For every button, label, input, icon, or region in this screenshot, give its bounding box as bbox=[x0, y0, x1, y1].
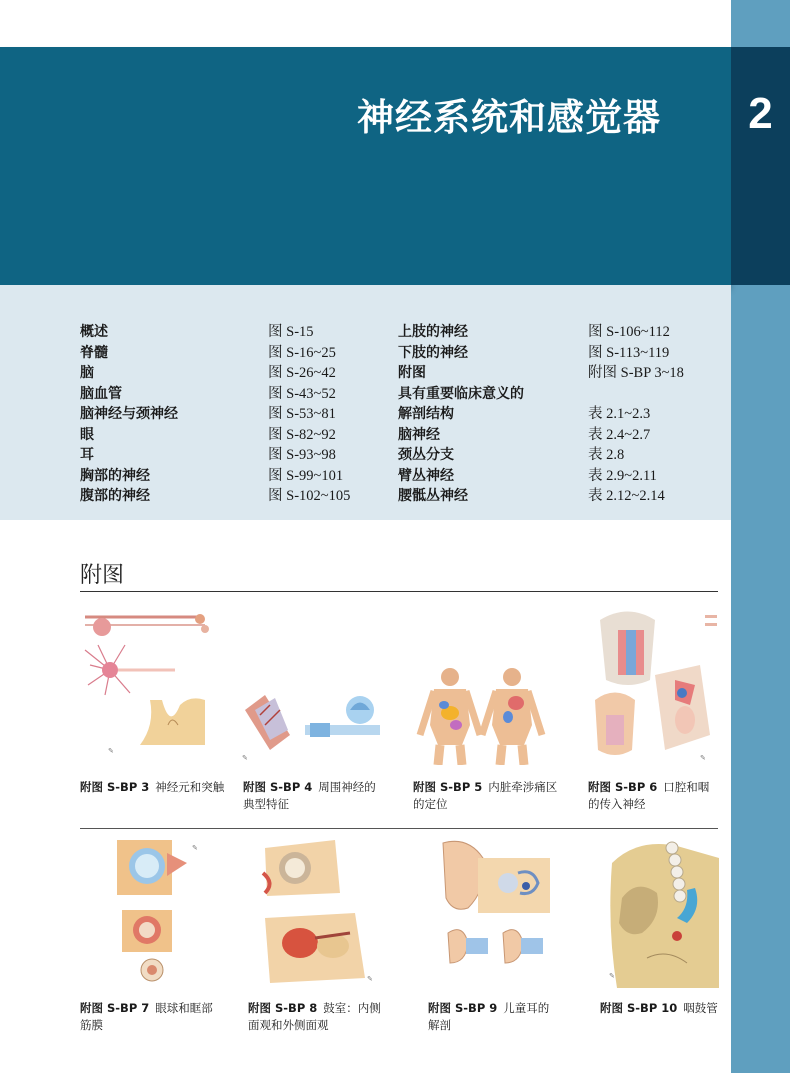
toc-ref: 图 S-15 bbox=[268, 324, 314, 340]
svg-text:✎: ✎ bbox=[192, 844, 198, 852]
plate-title-continued: 解剖 bbox=[428, 1018, 451, 1032]
plate-caption bbox=[248, 1000, 413, 1034]
svg-text:✎: ✎ bbox=[609, 972, 615, 980]
plate-id: 附图 S-BP 8 bbox=[248, 1001, 318, 1015]
toc-label: 颈丛分支 bbox=[398, 447, 454, 463]
plate-thumbnail-oral-pharynx[interactable] bbox=[590, 605, 720, 765]
chapter-banner bbox=[0, 47, 731, 285]
chapter-contents bbox=[0, 285, 731, 520]
plate-caption bbox=[600, 1000, 725, 1017]
svg-text:✎: ✎ bbox=[700, 754, 706, 762]
plate-thumbnail-eustachian-tube[interactable] bbox=[607, 838, 719, 988]
toc-ref: 图 S-82~92 bbox=[268, 427, 336, 443]
plate-title-continued: 典型特征 bbox=[243, 797, 289, 811]
chapter-title: 神经系统和感觉器 bbox=[357, 96, 661, 139]
plate-id: 附图 S-BP 3 bbox=[80, 780, 150, 794]
plate-title: 儿童耳的 bbox=[503, 1001, 550, 1015]
toc-entry[interactable] bbox=[398, 445, 454, 465]
plate-thumbnail-referred-pain[interactable] bbox=[412, 665, 552, 765]
toc-entry[interactable] bbox=[398, 363, 426, 383]
plate-thumbnail-peripheral-nerve[interactable] bbox=[240, 690, 385, 765]
toc-label: 腹部的神经 bbox=[80, 488, 150, 504]
plate-caption bbox=[428, 1000, 578, 1034]
toc-entry[interactable] bbox=[398, 486, 468, 506]
plate-title: 眼球和眶部 bbox=[155, 1001, 213, 1015]
toc-label: 臂丛神经 bbox=[398, 468, 454, 484]
toc-entry[interactable] bbox=[80, 343, 108, 363]
plate-title-continued: 的定位 bbox=[413, 797, 448, 811]
plate-caption bbox=[80, 779, 240, 796]
toc-ref: 图 S-99~101 bbox=[268, 468, 344, 484]
plate-caption bbox=[588, 779, 723, 813]
toc-ref: 表 2.9~2.11 bbox=[588, 468, 657, 484]
toc-ref: 图 S-53~81 bbox=[268, 406, 336, 422]
plate-id: 附图 S-BP 9 bbox=[428, 1001, 498, 1015]
toc-label: 上肢的神经 bbox=[398, 324, 468, 340]
section-divider bbox=[80, 591, 718, 592]
toc-label: 脑血管 bbox=[80, 386, 122, 402]
plate-caption bbox=[413, 779, 578, 813]
plate-thumbnail-eyeball-orbit[interactable] bbox=[112, 838, 212, 988]
toc-entry[interactable] bbox=[398, 343, 468, 363]
toc-label: 脑 bbox=[80, 365, 94, 381]
plate-id: 附图 S-BP 6 bbox=[588, 780, 658, 794]
plates-section-title: 附图 bbox=[80, 563, 125, 588]
toc-label: 下肢的神经 bbox=[398, 345, 468, 361]
toc-label: 脊髓 bbox=[80, 345, 108, 361]
plate-thumbnail-child-ear[interactable] bbox=[438, 838, 556, 988]
toc-ref: 表 2.1~2.3 bbox=[588, 406, 651, 422]
toc-entry[interactable] bbox=[398, 384, 524, 404]
row-divider bbox=[80, 828, 718, 829]
plate-thumbnail-tympanic-cavity[interactable] bbox=[255, 838, 385, 988]
plate-id: 附图 S-BP 10 bbox=[600, 1001, 678, 1015]
toc-entry[interactable] bbox=[80, 466, 150, 486]
toc-label: 概述 bbox=[80, 324, 108, 340]
toc-ref: 表 2.12~2.14 bbox=[588, 488, 665, 504]
toc-entry[interactable] bbox=[80, 425, 94, 445]
toc-ref: 表 2.8 bbox=[588, 447, 625, 463]
toc-entry[interactable] bbox=[80, 322, 108, 342]
toc-label: 具有重要临床意义的 bbox=[398, 386, 524, 402]
plate-caption bbox=[243, 779, 393, 813]
toc-ref: 表 2.4~2.7 bbox=[588, 427, 651, 443]
plate-title-continued: 面观和外侧面观 bbox=[248, 1018, 329, 1032]
plate-title-continued: 筋膜 bbox=[80, 1018, 103, 1032]
toc-label: 眼 bbox=[80, 427, 94, 443]
plate-title: 周围神经的 bbox=[318, 780, 376, 794]
toc-ref: 图 S-43~52 bbox=[268, 386, 336, 402]
toc-entry[interactable] bbox=[80, 445, 94, 465]
toc-entry[interactable] bbox=[80, 404, 178, 424]
svg-text:✎: ✎ bbox=[242, 754, 248, 762]
svg-text:✎: ✎ bbox=[367, 975, 373, 983]
plate-title: 咽鼓管 bbox=[683, 1001, 718, 1015]
plate-id: 附图 S-BP 7 bbox=[80, 1001, 150, 1015]
plate-title: 神经元和突触 bbox=[155, 780, 225, 794]
plate-thumbnail-neuron-synapse[interactable] bbox=[80, 605, 215, 765]
toc-entry[interactable] bbox=[398, 322, 468, 342]
svg-text:✎: ✎ bbox=[108, 747, 114, 755]
toc-entry[interactable] bbox=[398, 425, 440, 445]
toc-label: 解剖结构 bbox=[398, 406, 454, 422]
plate-id: 附图 S-BP 4 bbox=[243, 780, 313, 794]
toc-ref: 图 S-102~105 bbox=[268, 488, 351, 504]
toc-label: 脑神经与颈神经 bbox=[80, 406, 178, 422]
toc-ref: 图 S-93~98 bbox=[268, 447, 336, 463]
toc-label: 脑神经 bbox=[398, 427, 440, 443]
toc-ref: 图 S-26~42 bbox=[268, 365, 336, 381]
plate-id: 附图 S-BP 5 bbox=[413, 780, 483, 794]
plate-title: 鼓室：内侧 bbox=[323, 1001, 381, 1015]
toc-entry[interactable] bbox=[80, 486, 150, 506]
toc-ref: 图 S-113~119 bbox=[588, 345, 670, 361]
plate-title: 口腔和咽 bbox=[663, 780, 710, 794]
plate-title-continued: 的传入神经 bbox=[588, 797, 646, 811]
toc-label: 腰骶丛神经 bbox=[398, 488, 468, 504]
chapter-number-tab bbox=[731, 47, 790, 285]
toc-label: 胸部的神经 bbox=[80, 468, 150, 484]
toc-ref: 图 S-16~25 bbox=[268, 345, 336, 361]
toc-label: 附图 bbox=[398, 365, 426, 381]
toc-label: 耳 bbox=[80, 447, 94, 463]
toc-ref: 附图 S-BP 3~18 bbox=[588, 365, 684, 381]
toc-entry[interactable] bbox=[80, 363, 94, 383]
toc-entry[interactable] bbox=[398, 404, 454, 424]
chapter-number: 2 bbox=[748, 89, 773, 138]
plate-title: 内脏牵涉痛区 bbox=[488, 780, 558, 794]
toc-entry[interactable] bbox=[398, 466, 454, 486]
toc-entry[interactable] bbox=[80, 384, 122, 404]
toc-ref: 图 S-106~112 bbox=[588, 324, 670, 340]
plate-caption bbox=[80, 1000, 245, 1034]
